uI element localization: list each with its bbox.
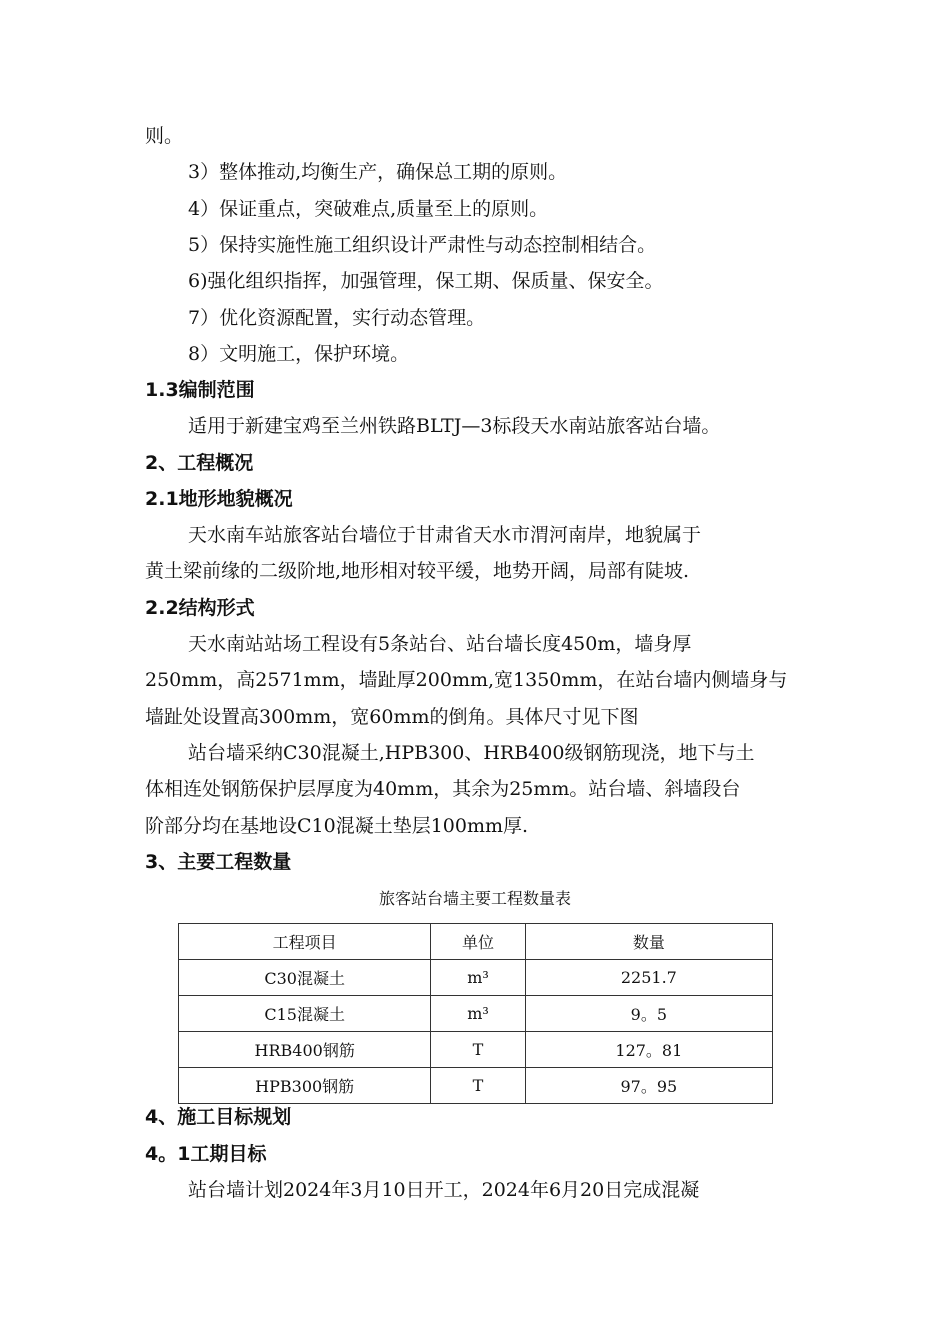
scope-paragraph: 适用于新建宝鸡至兰州铁路BLTJ—3标段天水南站旅客站台墙。	[188, 415, 721, 437]
principle-4: 4）保证重点，突破难点,质量至上的原则。	[188, 198, 549, 220]
principle-5: 5）保持实施性施工组织设计严肃性与动态控制相结合。	[188, 234, 657, 256]
principle-7: 7）优化资源配置，实行动态管理。	[188, 307, 486, 329]
cell-item: HRB400钢筋	[179, 1032, 431, 1068]
cell-unit: m³	[431, 960, 525, 996]
table-row	[179, 1032, 773, 1068]
cell-quantity: 9。5	[525, 996, 772, 1032]
terrain-paragraph-line-2: 黄土梁前缘的二级阶地,地形相对较平缓，地势开阔，局部有陡坡.	[145, 560, 690, 582]
material-paragraph-line-3: 阶部分均在基地设C10混凝土垫层100mm厚.	[145, 815, 529, 837]
cell-item: HPB300钢筋	[179, 1068, 431, 1104]
cell-item: C15混凝土	[179, 996, 431, 1032]
section-heading-2-2: 2.2结构形式	[145, 597, 255, 619]
table-row	[179, 960, 773, 996]
structure-paragraph-line-1: 天水南站站场工程设有5条站台、站台墙长度450m，墙身厚	[188, 633, 692, 655]
cell-quantity: 127。81	[525, 1032, 772, 1068]
cell-unit: T	[431, 1032, 525, 1068]
column-header-item: 工程项目	[179, 924, 431, 960]
section-heading-4-1: 4。1工期目标	[145, 1143, 267, 1165]
principle-6: 6)强化组织指挥，加强管理，保工期、保质量、保安全。	[188, 270, 664, 292]
section-heading-2-1: 2.1地形地貌概况	[145, 488, 293, 510]
schedule-paragraph-line-1: 站台墙计划2024年3月10日开工，2024年6月20日完成混凝	[188, 1179, 700, 1201]
terrain-paragraph-line-1: 天水南车站旅客站台墙位于甘肃省天水市渭河南岸，地貌属于	[188, 524, 702, 546]
table-header-row	[179, 924, 773, 960]
table-caption: 旅客站台墙主要工程数量表	[378, 889, 571, 908]
principle-8: 8）文明施工，保护环境。	[188, 343, 410, 365]
material-paragraph-line-1: 站台墙采纳C30混凝土,HPB300、HRB400级钢筋现浇，地下与土	[188, 742, 755, 764]
cell-quantity: 97。95	[525, 1068, 772, 1104]
cell-item: C30混凝土	[179, 960, 431, 996]
structure-paragraph-line-2: 250mm，高2571mm，墙趾厚200mm,宽1350mm，在站台墙内侧墙身与	[145, 669, 788, 691]
structure-paragraph-line-3: 墙趾处设置高300mm，宽60mm的倒角。具体尺寸见下图	[145, 706, 639, 728]
section-heading-1-3: 1.3编制范围	[145, 379, 255, 401]
column-header-unit: 单位	[431, 924, 525, 960]
cell-quantity: 2251.7	[525, 960, 772, 996]
section-heading-3: 3、主要工程数量	[145, 851, 292, 873]
section-heading-2: 2、工程概况	[145, 452, 254, 474]
section-heading-4: 4、施工目标规划	[145, 1106, 292, 1128]
column-header-quantity: 数量	[525, 924, 772, 960]
quantity-table	[178, 923, 773, 1104]
cell-unit: T	[431, 1068, 525, 1104]
table-row	[179, 1068, 773, 1104]
table-row	[179, 996, 773, 1032]
cell-unit: m³	[431, 996, 525, 1032]
principle-3: 3）整体推动,均衡生产，确保总工期的原则。	[188, 161, 568, 183]
material-paragraph-line-2: 体相连处钢筋保护层厚度为40mm，其余为25mm。站台墙、斜墙段台	[145, 778, 741, 800]
paragraph-line: 则。	[145, 125, 184, 147]
